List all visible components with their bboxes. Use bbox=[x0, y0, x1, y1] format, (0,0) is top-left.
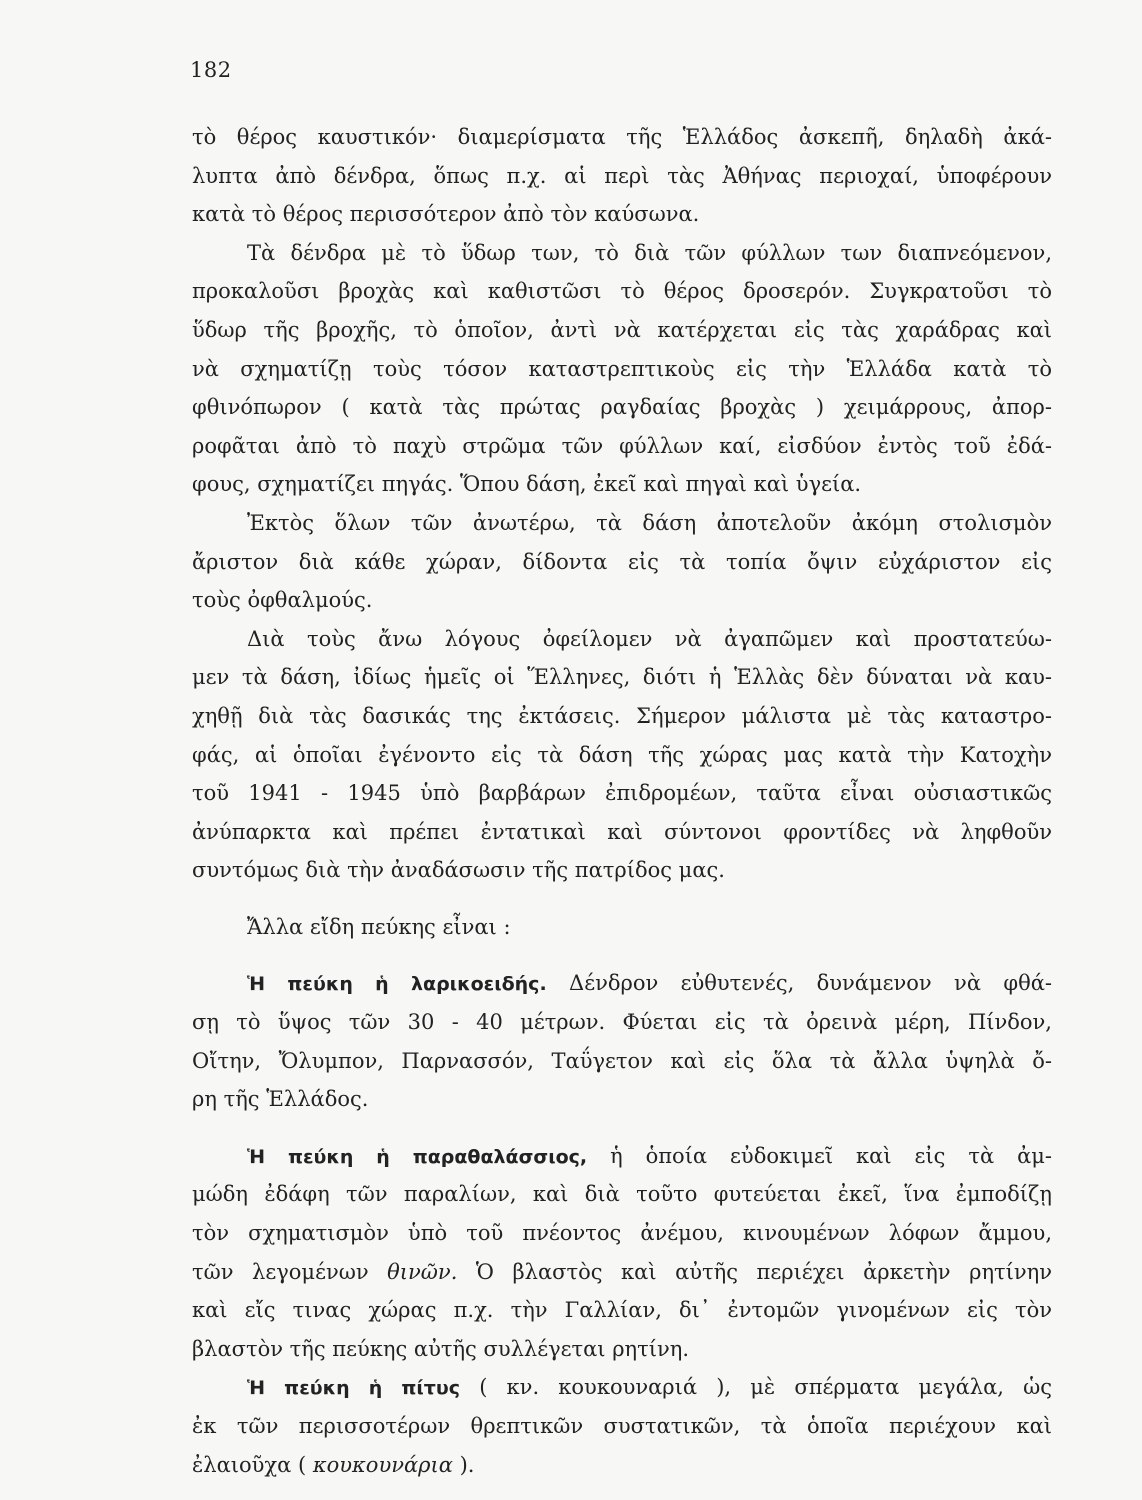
text-line: συντόμως διὰ τὴν ἀναδάσωσιν τῆς πατρίδος μας. bbox=[192, 858, 725, 883]
text-line: τὸν σχηματισμὸν ὑπὸ τοῦ πνέοντος ἀνέμου, κινουμένων λόφων ἄμμου, bbox=[192, 1221, 1052, 1246]
text-line: Οἴτην, Ὄλυμπον, Παρνασσόν, Ταΰγετον καὶ εἰς ὅλα τὰ ἄλλα ὑψηλὰ ὄ- bbox=[192, 1048, 1052, 1073]
page-number: 182 bbox=[190, 58, 232, 82]
text-line: Ἡ πεύκη ἡ παραθαλάσσιος, ἡ ὁποία εὐδοκιμεῖ καὶ εἰς τὰ ἀμ- bbox=[247, 1143, 1052, 1168]
species-name: Ἡ πεύκη ἡ παραθαλάσσιος, bbox=[247, 1145, 588, 1168]
text-line: φάς, αἱ ὁποῖαι ἐγένοντο εἰς τὰ δάση τῆς χώρας μας κατὰ τὴν Κατοχὴν bbox=[192, 742, 1052, 767]
text-line: ροφᾶται ἀπὸ τὸ παχὺ στρῶμα τῶν φύλλων καί, εἰσδύον ἐντὸς τοῦ ἐδά- bbox=[192, 433, 1052, 458]
body-text bbox=[192, 118, 1052, 1484]
text-line: Τὰ δένδρα μὲ τὸ ὕδωρ των, τὸ διὰ τῶν φύλλων των διαπνεόμενον, bbox=[247, 240, 1052, 265]
text-line: νὰ σχηματίζῃ τοὺς τόσον καταστρεπτικοὺς εἰς τὴν Ἑλλάδα κατὰ τὸ bbox=[192, 356, 1052, 381]
text-line: φθινόπωρον ( κατὰ τὰς πρώτας ραγδαίας βροχὰς ) χειμάρρους, ἀπορ- bbox=[192, 395, 1052, 420]
text-line: τῶν λεγομένων θινῶν. Ὁ βλαστὸς καὶ αὐτῆς περιέχει ἀρκετὴν ρητίνην bbox=[192, 1259, 1052, 1284]
text-line: ρη τῆς Ἑλλάδος. bbox=[192, 1087, 369, 1112]
text-line: κατὰ τὸ θέρος περισσότερον ἀπὸ τὸν καύσωνα. bbox=[192, 202, 700, 227]
text-line: λυπτα ἀπὸ δένδρα, ὅπως π.χ. αἱ περὶ τὰς Ἀθήνας περιοχαί, ὑποφέρουν bbox=[192, 163, 1052, 188]
text-line: σῃ τὸ ὕψος τῶν 30 - 40 μέτρων. Φύεται εἰς τὰ ὀρεινὰ μέρη, Πίνδον, bbox=[192, 1010, 1052, 1035]
text-line: Ἄλλα εἴδη πεύκης εἶναι : bbox=[247, 914, 511, 939]
species-name: Ἡ πεύκη ἡ λαρικοειδής. bbox=[247, 973, 547, 996]
text-line: χηθῇ διὰ τὰς δασικάς της ἐκτάσεις. Σήμερον μάλιστα μὲ τὰς καταστρο- bbox=[192, 703, 1052, 728]
text-line: φους, σχηματίζει πηγάς. Ὅπου δάση, ἐκεῖ καὶ πηγαὶ καὶ ὑγεία. bbox=[192, 472, 862, 497]
text-line: Ἐκτὸς ὅλων τῶν ἀνωτέρω, τὰ δάση ἀποτελοῦν ἀκόμη στολισμὸν bbox=[247, 510, 1052, 535]
text-line: ἐλαιοῦχα ( κουκουνάρια ). bbox=[192, 1452, 475, 1477]
text-line: Διὰ τοὺς ἄνω λόγους ὀφείλομεν νὰ ἀγαπῶμεν καὶ προστατεύω- bbox=[247, 626, 1052, 651]
text-line: Ἡ πεύκη ἡ πίτυς ( κν. κουκουναριά ), μὲ σπέρματα μεγάλα, ὡς bbox=[247, 1375, 1052, 1400]
text-line: ἀνύπαρκτα καὶ πρέπει ἐντατικαὶ καὶ σύντονοι φροντίδες νὰ ληφθοῦν bbox=[192, 819, 1052, 844]
text-line: τοῦ 1941 - 1945 ὑπὸ βαρβάρων ἐπιδρομέων, ταῦτα εἶναι οὐσιαστικῶς bbox=[192, 781, 1052, 806]
text-line: ἄριστον διὰ κάθε χώραν, δίδοντα εἰς τὰ τοπία ὄψιν εὐχάριστον εἰς bbox=[192, 549, 1052, 574]
text-line: τὸ θέρος καυστικόν· διαμερίσματα τῆς Ἑλλάδος ἀσκεπῆ, δηλαδὴ ἀκά- bbox=[192, 125, 1052, 149]
species-name: Ἡ πεύκη ἡ πίτυς bbox=[247, 1377, 461, 1400]
text-line: βλαστὸν τῆς πεύκης αὐτῆς συλλέγεται ρητίνη. bbox=[192, 1336, 690, 1361]
text-line: ἐκ τῶν περισσοτέρων θρεπτικῶν συστατικῶν, τὰ ὁποῖα περιέχουν καὶ bbox=[192, 1414, 1052, 1438]
text-line: προκαλοῦσι βροχὰς καὶ καθιστῶσι τὸ θέρος δροσερόν. Συγκρατοῦσι τὸ bbox=[192, 279, 1052, 304]
text-line: ὕδωρ τῆς βροχῆς, τὸ ὁποῖον, ἀντὶ νὰ κατέρχεται εἰς τὰς χαράδρας καὶ bbox=[192, 317, 1052, 342]
text-line: καὶ εἴς τινας χώρας π.χ. τὴν Γαλλίαν, δι᾽ ἐντομῶν γινομένων εἰς τὸν bbox=[192, 1298, 1052, 1323]
text-line: τοὺς ὀφθαλμούς. bbox=[192, 588, 373, 613]
text-line: Ἡ πεύκη ἡ λαρικοειδής. Δένδρον εὐθυτενές, δυνάμενον νὰ φθά- bbox=[247, 971, 1052, 996]
text-line: μεν τὰ δάση, ἰδίως ἡμεῖς οἱ Ἕλληνες, διότι ἡ Ἑλλὰς δὲν δύναται νὰ καυ- bbox=[192, 665, 1052, 690]
text-line: μώδη ἐδάφη τῶν παραλίων, καὶ διὰ τοῦτο φυτεύεται ἐκεῖ, ἵνα ἐμποδίζῃ bbox=[192, 1182, 1052, 1207]
